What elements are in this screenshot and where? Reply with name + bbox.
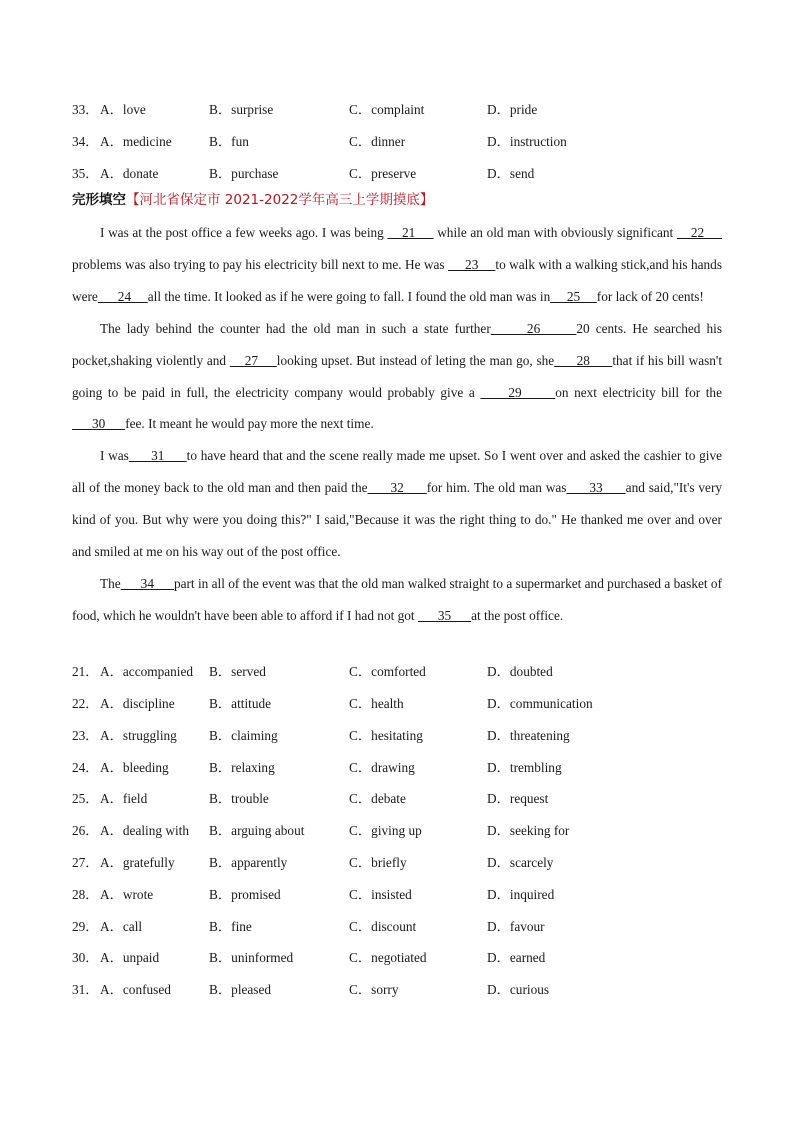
question-number: 24． xyxy=(72,760,99,775)
option-a: A．dealing with xyxy=(100,823,190,838)
option-c: C．briefly xyxy=(349,855,407,870)
passage-text: on next electricity bill for the xyxy=(555,384,722,400)
passage-text: while an old man with obviously significant xyxy=(433,225,677,240)
blank-27: 27 xyxy=(229,352,277,368)
passage-text: The xyxy=(100,575,121,591)
option-row-34 xyxy=(72,132,732,152)
passage-text: fee. It meant he would pay more the next time. xyxy=(125,416,374,432)
passage-text: for him. The old man was xyxy=(426,480,567,496)
blank-23: 23 xyxy=(448,256,496,272)
option-d: D．send xyxy=(487,166,535,181)
question-number: 30． xyxy=(72,950,99,965)
option-c: C．comforted xyxy=(349,664,426,679)
option-b: B．purchase xyxy=(209,166,279,181)
option-d: D．pride xyxy=(487,102,538,117)
option-d: D．trembling xyxy=(487,760,562,775)
section-source: 【河北省保定市 2021-2022学年高三上学期摸底】 xyxy=(126,192,434,208)
option-c: C．negotiated xyxy=(349,950,427,965)
option-c: C．preserve xyxy=(349,166,417,181)
option-c: C．insisted xyxy=(349,887,412,902)
blank-31: 31 xyxy=(128,448,187,464)
option-c: C．complaint xyxy=(349,102,425,117)
option-d: D．curious xyxy=(487,982,550,997)
question-number: 21． xyxy=(72,664,99,679)
option-c: C．drawing xyxy=(349,760,415,775)
blank-25: 25 xyxy=(550,288,597,304)
option-b: B．promised xyxy=(209,887,281,902)
blank-32: 32 xyxy=(367,480,427,496)
option-a: A．gratefully xyxy=(100,855,175,870)
option-row-28 xyxy=(72,885,732,905)
option-c: C．hesitating xyxy=(349,728,423,743)
option-a: A．confused xyxy=(100,982,171,997)
option-c: C．health xyxy=(349,696,404,711)
passage-text: part in all of the event was that the old man walked straight to a supermarket and purchased a basket of food, which he wouldn't have been able to afford if I had not got xyxy=(72,575,723,623)
question-number: 25． xyxy=(72,791,99,806)
option-d: D．inquired xyxy=(487,887,555,902)
option-a: A．medicine xyxy=(100,134,172,149)
option-row-25 xyxy=(72,789,732,809)
passage-text: for lack of 20 cents! xyxy=(596,288,704,304)
option-row-35 xyxy=(72,164,732,184)
option-a: A．donate xyxy=(100,166,159,181)
option-b: B．pleased xyxy=(209,982,272,997)
option-row-33 xyxy=(72,100,732,120)
question-number: 28． xyxy=(72,887,99,902)
option-b: B．surprise xyxy=(209,102,274,117)
option-b: B．fine xyxy=(209,919,252,934)
blank-29: 29 xyxy=(480,384,556,400)
passage-text: all the time. It looked as if he were going to fall. I found the old man was in xyxy=(147,288,551,304)
passage-text: problems was also trying to pay his electricity bill next to me. He was xyxy=(72,256,448,272)
option-row-21 xyxy=(72,662,732,682)
option-d: D．request xyxy=(487,791,549,806)
option-c: C．debate xyxy=(349,791,406,806)
section-title xyxy=(72,190,433,210)
blank-34: 34 xyxy=(120,575,174,591)
blank-22: _ 22 xyxy=(676,225,723,240)
option-a: A．accompanied xyxy=(100,664,194,679)
option-b: B．uninformed xyxy=(209,950,294,965)
passage-text: 20 cents. He searched his pocket,shaking violently and xyxy=(72,320,722,368)
blank-24: 24 xyxy=(97,288,148,304)
passage-text: I was at the post office a few weeks ago. I was being xyxy=(100,225,388,240)
option-row-23 xyxy=(72,726,732,746)
cloze-passage xyxy=(72,217,722,632)
option-d: D．threatening xyxy=(487,728,570,743)
option-b: B．apparently xyxy=(209,855,288,870)
question-number: 23． xyxy=(72,728,99,743)
paragraph-1 xyxy=(72,217,722,313)
question-number: 34． xyxy=(72,134,99,149)
option-c: C．discount xyxy=(349,919,417,934)
option-row-26 xyxy=(72,821,732,841)
option-row-27 xyxy=(72,853,732,873)
question-number: 35． xyxy=(72,166,99,181)
passage-text: to walk with a walking stick,and his hands were xyxy=(72,256,722,304)
option-row-30 xyxy=(72,948,732,968)
option-d: D．communication xyxy=(487,696,593,711)
question-number: 31． xyxy=(72,982,99,997)
option-a: A．struggling xyxy=(100,728,177,743)
passage-text: that if his bill wasn't going to be paid in full, the electricity company would probably give a xyxy=(72,352,723,400)
question-number: 26． xyxy=(72,823,99,838)
option-d: D．doubted xyxy=(487,664,553,679)
passage-text: at the post office. xyxy=(471,607,564,623)
option-d: D．favour xyxy=(487,919,545,934)
option-b: B．served xyxy=(209,664,266,679)
passage-text: and said,"It's very kind of you. But why were you doing this?" I said,"Because it was the right thing to do." He thanked me over and over and smiled at me on his way out of the post office. xyxy=(72,480,723,560)
blank-30: 30 xyxy=(72,416,126,432)
option-a: A．love xyxy=(100,102,146,117)
option-d: D．scarcely xyxy=(487,855,554,870)
option-d: D．seeking for xyxy=(487,823,570,838)
question-number: 22． xyxy=(72,696,99,711)
option-a: A．unpaid xyxy=(100,950,160,965)
option-row-22 xyxy=(72,694,732,714)
option-d: D．earned xyxy=(487,950,546,965)
passage-text: looking upset. But instead of leting the man go, she xyxy=(276,352,555,368)
option-c: C．dinner xyxy=(349,134,406,149)
passage-text: to have heard that and the scene really made me upset. So I went over and asked the cashier to give all of the money back to the old man and then paid the xyxy=(72,448,722,496)
question-number: 33． xyxy=(72,102,99,117)
paragraph-4 xyxy=(72,568,722,632)
question-number: 29． xyxy=(72,919,99,934)
passage-text: The lady behind the counter had the old man in such a state further xyxy=(100,320,491,336)
option-a: A．wrote xyxy=(100,887,154,902)
option-d: D．instruction xyxy=(487,134,567,149)
blank-28: 28 xyxy=(554,352,613,368)
option-b: B．relaxing xyxy=(209,760,275,775)
option-a: A．field xyxy=(100,791,148,806)
blank-21: 21 xyxy=(387,225,434,240)
option-a: A．discipline xyxy=(100,696,175,711)
blank-26: 26 xyxy=(490,320,577,336)
paragraph-3 xyxy=(72,440,722,568)
question-number: 27． xyxy=(72,855,99,870)
option-b: B．claiming xyxy=(209,728,278,743)
paragraph-2 xyxy=(72,313,722,441)
blank-35: 35 xyxy=(417,607,472,623)
option-b: B．arguing about xyxy=(209,823,305,838)
option-b: B．attitude xyxy=(209,696,272,711)
section-label: 完形填空 xyxy=(72,192,126,208)
option-row-29 xyxy=(72,917,732,937)
option-a: A．call xyxy=(100,919,143,934)
passage-text: I was xyxy=(100,448,129,464)
option-a: A．bleeding xyxy=(100,760,169,775)
option-c: C．sorry xyxy=(349,982,399,997)
option-b: B．trouble xyxy=(209,791,269,806)
option-row-24 xyxy=(72,758,732,778)
blank-33: 33 xyxy=(566,480,626,496)
option-b: B．fun xyxy=(209,134,249,149)
option-c: C．giving up xyxy=(349,823,422,838)
option-row-31 xyxy=(72,980,732,1000)
